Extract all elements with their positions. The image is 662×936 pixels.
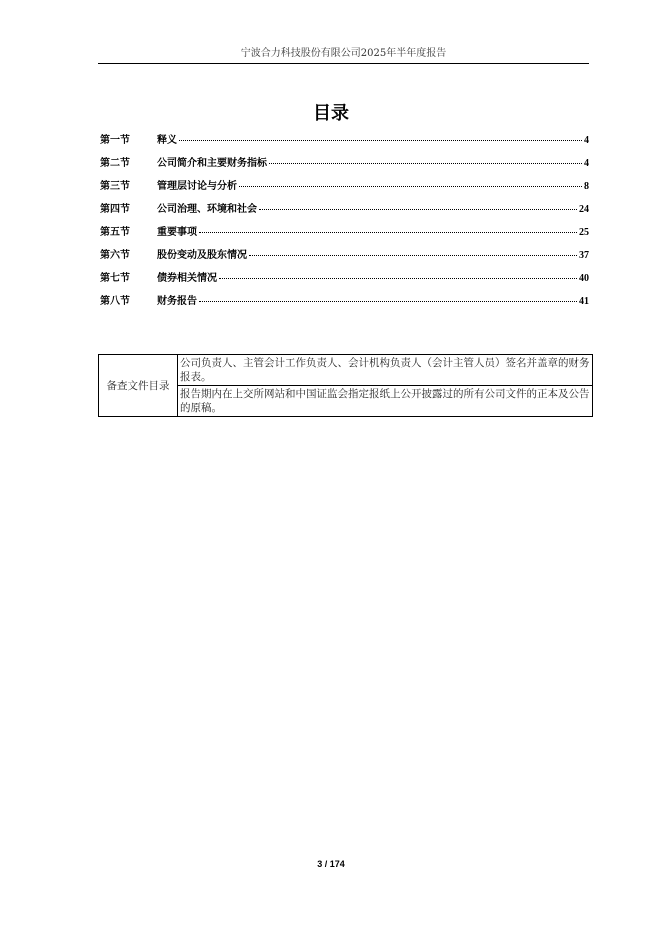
toc-page-number: 40 xyxy=(579,273,589,284)
toc-entry-1[interactable] xyxy=(100,131,589,154)
toc-section-number: 第六节 xyxy=(100,250,130,261)
toc-leader-dots xyxy=(179,140,582,141)
reference-documents-table xyxy=(98,354,593,417)
toc-page-number: 37 xyxy=(579,250,589,261)
toc-leader-dots xyxy=(199,301,577,302)
toc-page-number: 41 xyxy=(579,296,589,307)
toc-section-title: 管理层讨论与分析 xyxy=(157,181,237,192)
toc-leader-dots xyxy=(249,255,577,256)
toc-leader-dots xyxy=(259,209,577,210)
toc-page-number: 4 xyxy=(584,158,589,169)
toc-entry-8[interactable] xyxy=(100,292,589,315)
toc-section-number: 第四节 xyxy=(100,204,130,215)
toc-entry-7[interactable] xyxy=(100,269,589,292)
toc-leader-dots xyxy=(269,163,582,164)
toc-section-title: 股份变动及股东情况 xyxy=(157,250,247,261)
reference-doc-item: 报告期内在上交所网站和中国证监会指定报纸上公开披露过的所有公司文件的正本及公告的原稿。 xyxy=(178,386,593,417)
toc-entry-5[interactable] xyxy=(100,223,589,246)
toc-section-number: 第一节 xyxy=(100,135,130,146)
toc-entry-6[interactable] xyxy=(100,246,589,269)
toc-entry-2[interactable] xyxy=(100,154,589,177)
toc-page-number: 8 xyxy=(584,181,589,192)
toc-section-title: 财务报告 xyxy=(157,296,197,307)
toc-page-number: 25 xyxy=(579,227,589,238)
toc-section-title: 公司简介和主要财务指标 xyxy=(157,158,267,169)
toc-section-number: 第八节 xyxy=(100,296,130,307)
toc-page-number: 4 xyxy=(584,135,589,146)
reference-docs-label: 备查文件目录 xyxy=(99,355,178,417)
toc-section-number: 第七节 xyxy=(100,273,130,284)
table-of-contents xyxy=(100,131,589,315)
page-title: 目录 xyxy=(313,103,349,124)
toc-section-title: 释义 xyxy=(157,135,177,146)
table-row xyxy=(99,355,593,386)
running-header: 宁波合力科技股份有限公司2025年半年度报告 xyxy=(98,44,589,64)
toc-entry-4[interactable] xyxy=(100,200,589,223)
toc-leader-dots xyxy=(239,186,582,187)
toc-section-title: 重要事项 xyxy=(157,227,197,238)
toc-leader-dots xyxy=(199,232,577,233)
reference-doc-item: 公司负责人、主管会计工作负责人、会计机构负责人（会计主管人员）签名并盖章的财务报表。 xyxy=(178,355,593,386)
toc-entry-3[interactable] xyxy=(100,177,589,200)
toc-section-title: 公司治理、环境和社会 xyxy=(157,204,257,215)
toc-section-number: 第五节 xyxy=(100,227,130,238)
toc-leader-dots xyxy=(219,278,577,279)
page-footer: 3 / 174 xyxy=(317,859,345,869)
toc-section-number: 第二节 xyxy=(100,158,130,169)
toc-page-number: 24 xyxy=(579,204,589,215)
toc-section-number: 第三节 xyxy=(100,181,130,192)
toc-section-title: 债券相关情况 xyxy=(157,273,217,284)
